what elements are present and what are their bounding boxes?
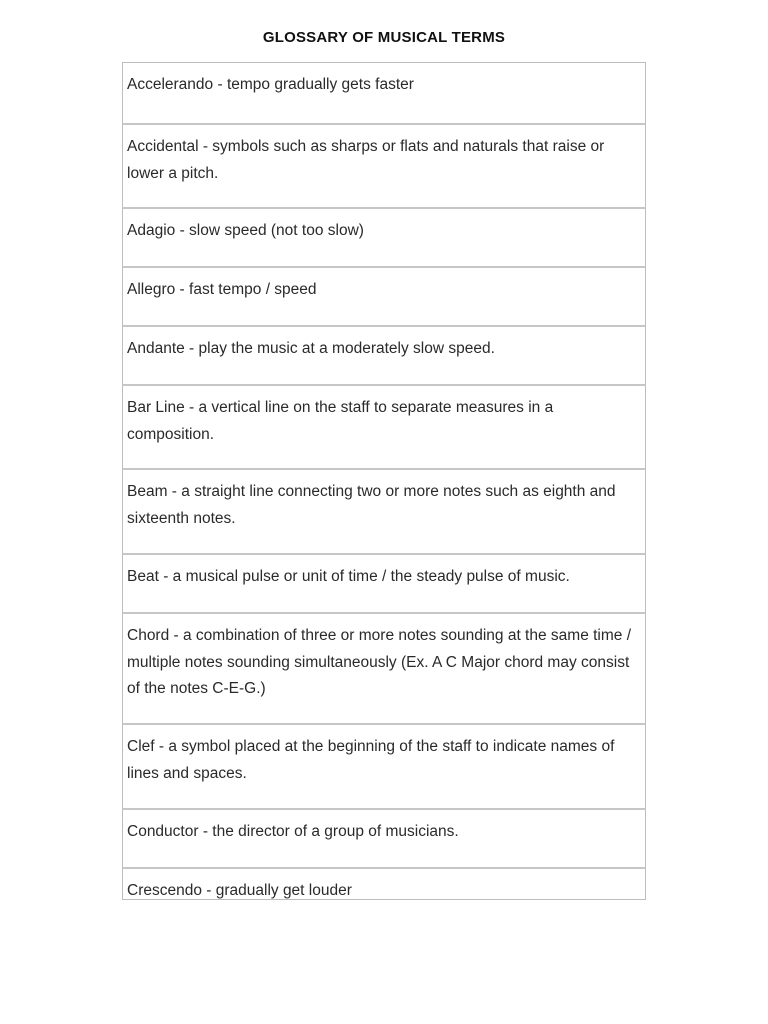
glossary-row-bar-line: Bar Line - a vertical line on the staff to separate measures in a composition. (122, 384, 646, 468)
glossary-row-beat: Beat - a musical pulse or unit of time / the steady pulse of music. (122, 553, 646, 612)
glossary-row-andante: Andante - play the music at a moderately slow speed. (122, 325, 646, 384)
page-title: GLOSSARY OF MUSICAL TERMS (262, 29, 506, 46)
glossary-row-beam: Beam - a straight line connecting two or more notes such as eighth and sixteenth notes. (122, 468, 646, 553)
glossary-row-accidental: Accidental - symbols such as sharps or flats and naturals that raise or lower a pitch. (122, 123, 646, 207)
glossary-row-conductor: Conductor - the director of a group of musicians. (122, 808, 646, 867)
glossary-row-clef: Clef - a symbol placed at the beginning of the staff to indicate names of lines and spaces. (122, 723, 646, 808)
glossary-table (122, 62, 646, 900)
glossary-row-allegro: Allegro - fast tempo / speed (122, 266, 646, 325)
glossary-row-adagio: Adagio - slow speed (not too slow) (122, 207, 646, 266)
glossary-row-crescendo: Crescendo - gradually get louder (122, 867, 646, 899)
glossary-row-accelerando: Accelerando - tempo gradually gets faster (122, 62, 646, 123)
glossary-row-chord: Chord - a combination of three or more notes sounding at the same time / multiple notes sounding simultaneously (Ex. A C Major chord may consist of the notes C-E-G.) (122, 612, 646, 723)
